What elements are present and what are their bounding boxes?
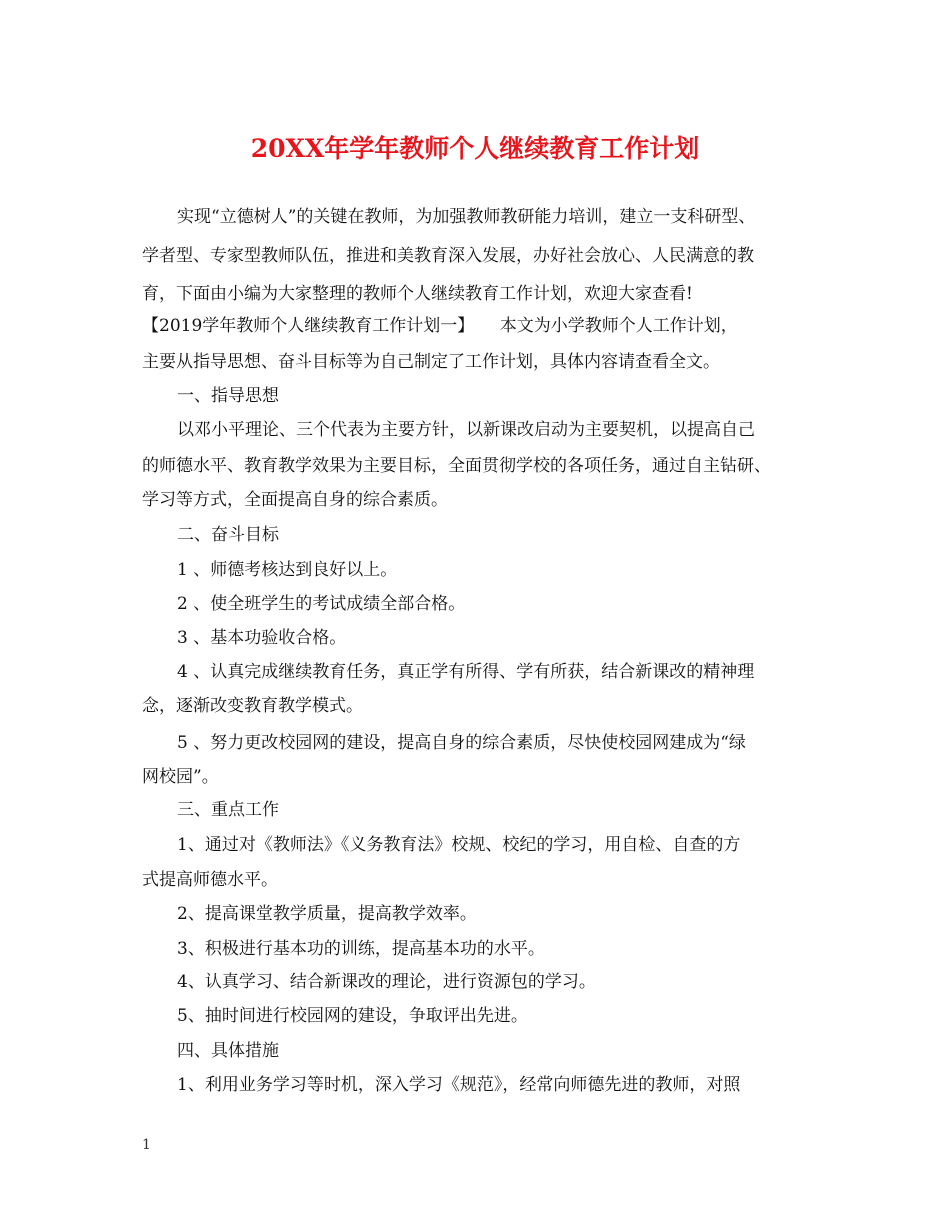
list-item: 5 、努力更改校园网的建设，提高自身的综合素质，尽快使校园网建成为“绿 — [177, 733, 746, 753]
paragraph-line: 育，下面由小编为大家整理的教师个人继续教育工作计划，欢迎大家查看! — [142, 284, 693, 304]
list-item: 3、积极进行基本功的训练，提高基本功的水平。 — [177, 939, 545, 959]
section-heading: 三、重点工作 — [177, 800, 279, 820]
list-item: 4、认真学习、结合新课改的理论，进行资源包的学习。 — [177, 972, 596, 992]
paragraph-line: 学者型、专家型教师队伍，推进和美教育深入发展，办好社会放心、人民满意的教 — [142, 246, 754, 266]
list-item-continued: 网校园”。 — [142, 767, 219, 787]
list-item: 3 、基本功验收合格。 — [177, 628, 347, 648]
paragraph-line: 的师德水平、教育教学效果为主要目标，全面贯彻学校的各项任务，通过自主钻研、 — [142, 456, 771, 476]
paragraph-line: 主要从指导思想、奋斗目标等为自己制定了工作计划，具体内容请查看全文。 — [142, 352, 720, 372]
paragraph-line: 学习等方式，全面提高自身的综合素质。 — [142, 490, 448, 510]
paragraph-line: 以邓小平理论、三个代表为主要方针，以新课改启动为主要契机，以提高自己 — [177, 420, 755, 440]
paragraph-line: 【2019学年教师个人继续教育工作计划一】 本文为小学教师个人工作计划， — [142, 316, 738, 336]
paragraph-line: 实现“立德树人”的关键在教师，为加强教师教研能力培训，建立一支科研型、 — [177, 207, 756, 227]
section-heading: 二、奋斗目标 — [177, 525, 279, 545]
list-item: 2、提高课堂教学质量，提高教学效率。 — [177, 904, 477, 924]
section-heading: 四、具体措施 — [177, 1041, 279, 1061]
page-number: 1 — [142, 1137, 151, 1153]
document-title: 20XX年学年教师个人继续教育工作计划 — [250, 134, 700, 163]
list-item-continued: 念，逐渐改变教育教学模式。 — [142, 696, 363, 716]
list-item: 5、抽时间进行校园网的建设，争取评出先进。 — [177, 1006, 528, 1026]
list-item-continued: 式提高师德水平。 — [142, 870, 278, 890]
section-heading: 一、指导思想 — [177, 386, 279, 406]
list-item: 1、利用业务学习等时机，深入学习《规范》，经常向师德先进的教师，对照 — [177, 1075, 741, 1095]
list-item: 1、通过对《教师法》《义务教育法》校规、校纪的学习，用自检、自查的方 — [177, 835, 741, 855]
list-item: 2 、使全班学生的考试成绩全部合格。 — [177, 594, 466, 614]
list-item: 4 、认真完成继续教育任务，真正学有所得、学有所获，结合新课改的精神理 — [177, 662, 755, 682]
list-item: 1 、师德考核达到良好以上。 — [177, 560, 398, 580]
